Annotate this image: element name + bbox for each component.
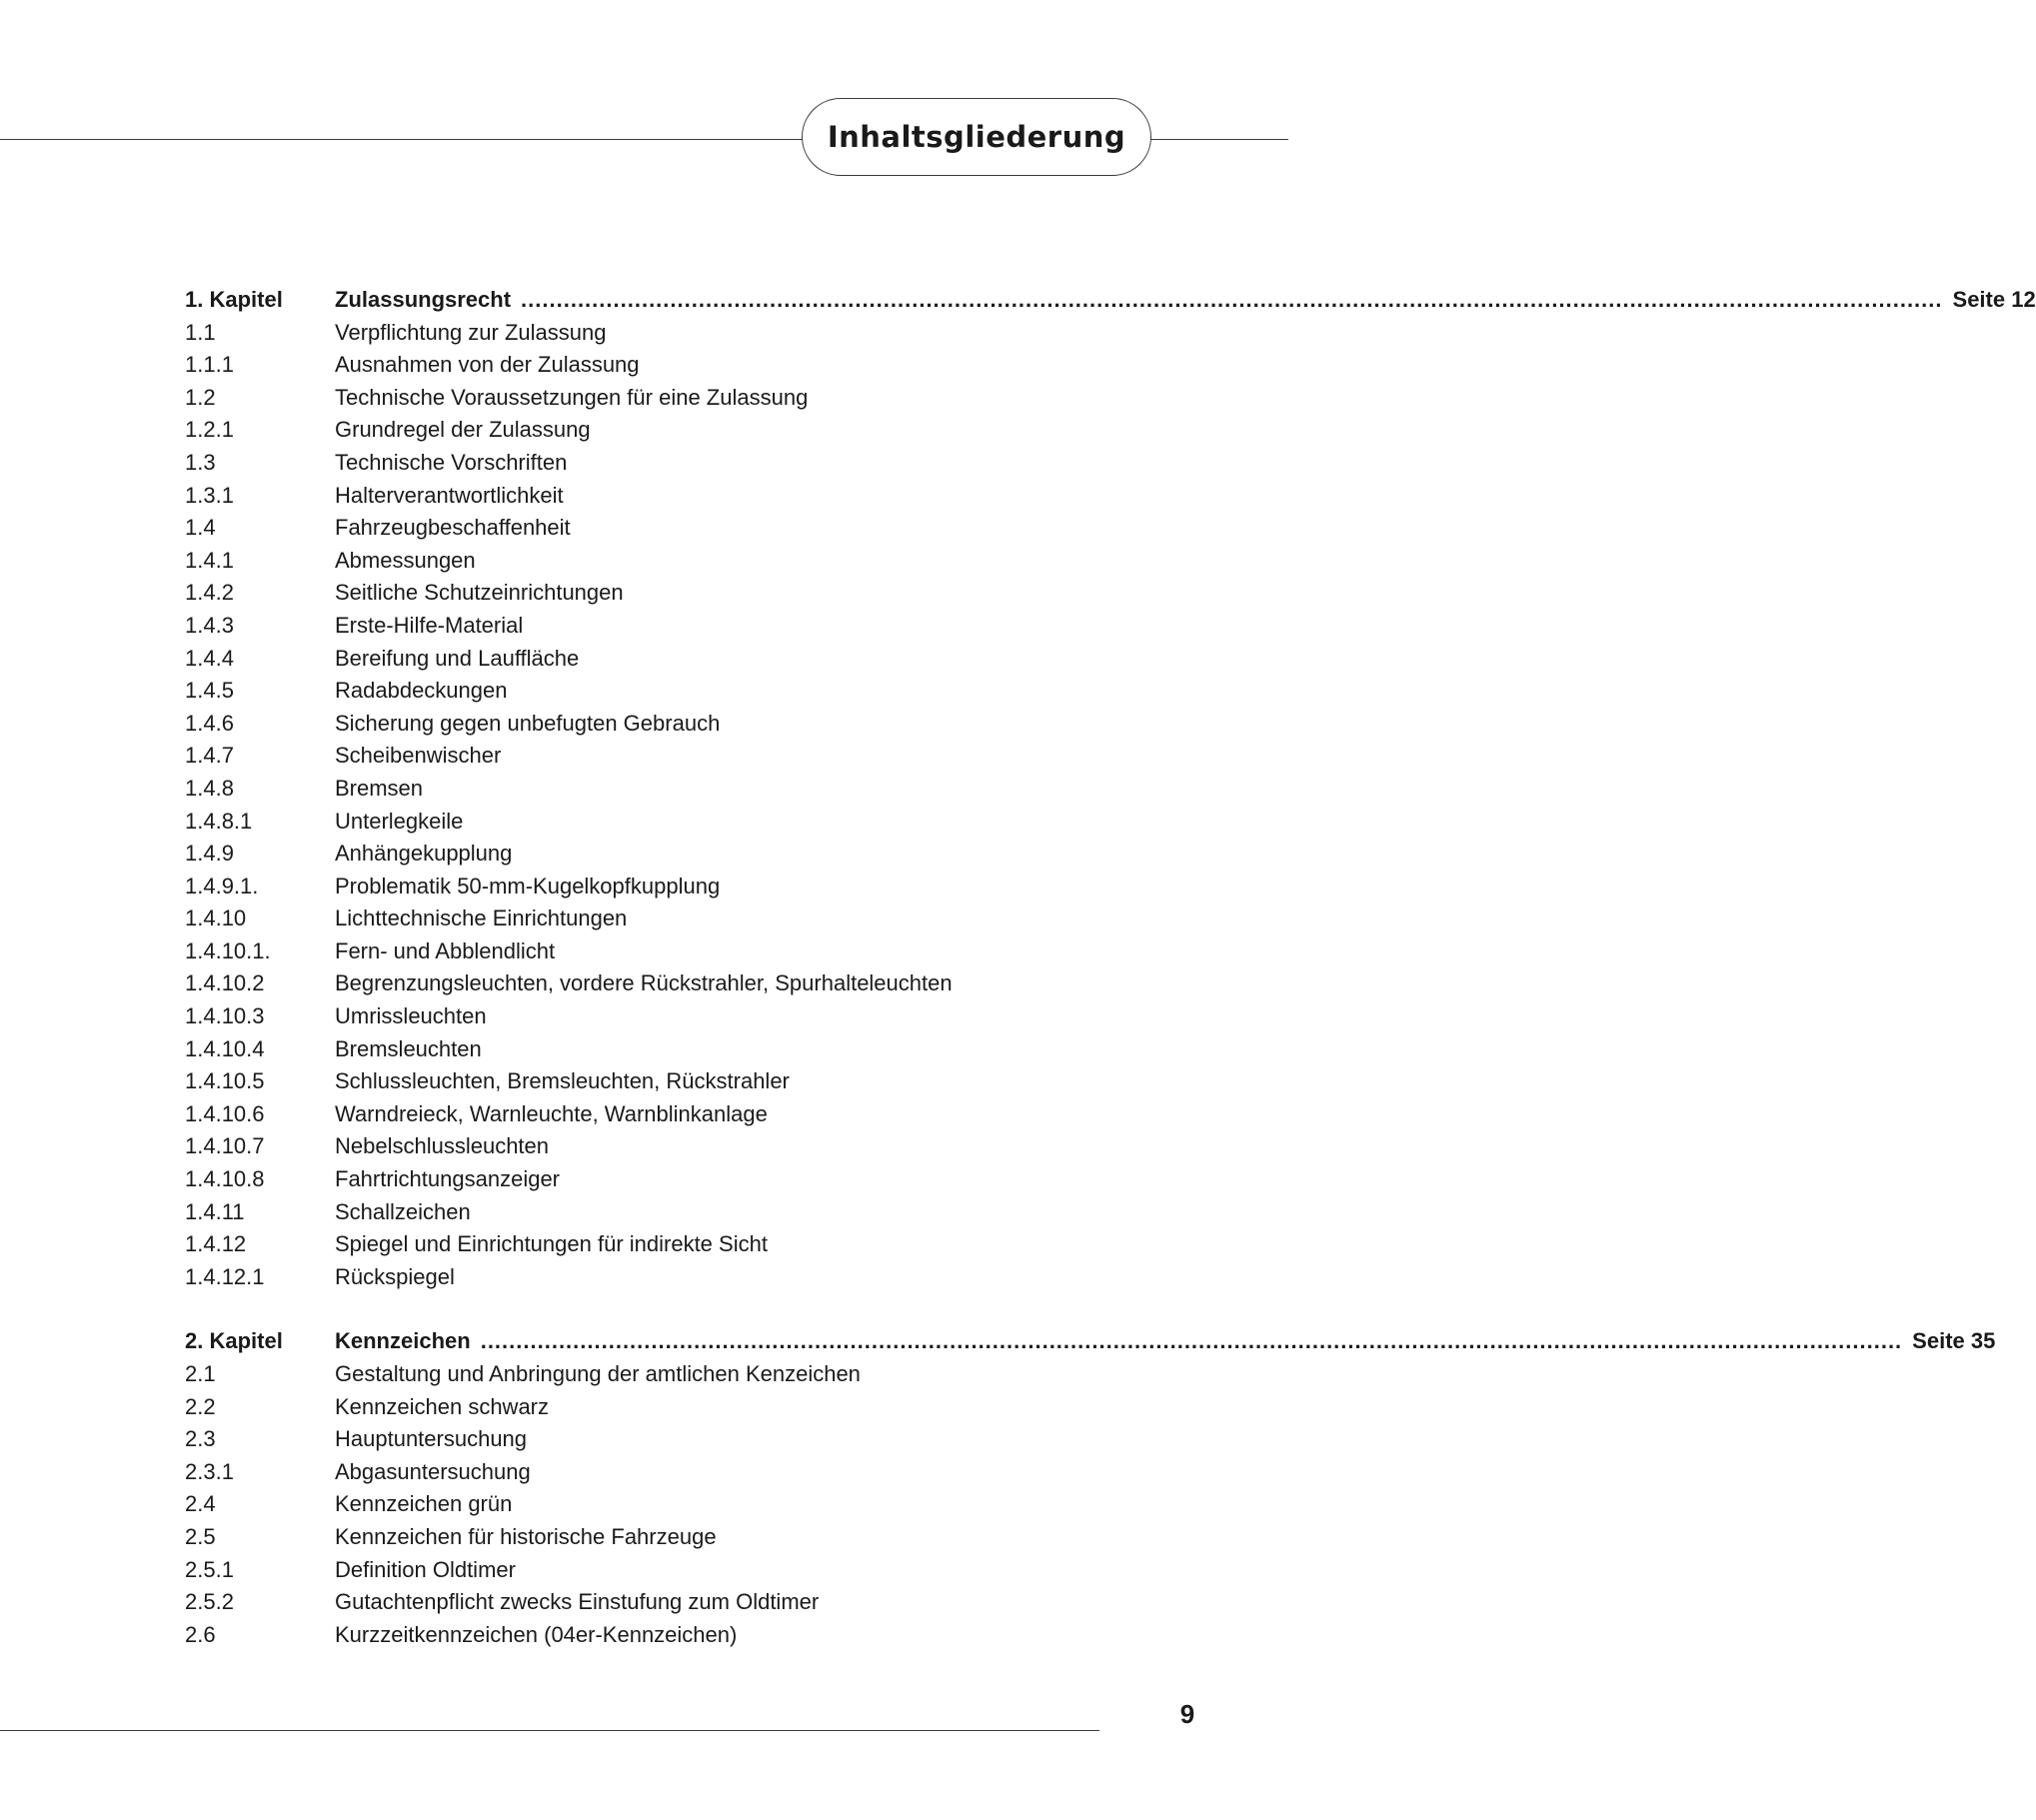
toc-entry[interactable]	[185, 1065, 1109, 1098]
toc-entry[interactable]	[185, 1130, 1109, 1163]
entry-number: 1.4.5	[185, 678, 234, 704]
toc-entry[interactable]	[185, 1098, 1109, 1131]
entry-title: Abgasuntersuchung	[335, 1458, 531, 1484]
entry-title: Warndreieck, Warnleuchte, Warnblinkanlage	[335, 1100, 768, 1126]
entry-number: 1.4.11	[185, 1198, 245, 1224]
entry-number: 1.4.10.3	[185, 1003, 265, 1029]
toc-chapter	[185, 284, 2036, 1293]
toc-entry[interactable]	[185, 1521, 1109, 1554]
entry-title: Hauptuntersuchung	[335, 1426, 528, 1452]
toc-entry[interactable]	[185, 1358, 1109, 1391]
toc-entry[interactable]	[185, 1619, 1109, 1652]
toc-entry[interactable]	[185, 1586, 1109, 1619]
entry-number: 1.2	[185, 384, 216, 410]
entry-number: 1.4.12.1	[185, 1263, 265, 1289]
entry-number: 1.4.1	[185, 547, 234, 573]
entry-title: Abmessungen	[335, 547, 476, 573]
entry-number: 1.4.10.2	[185, 970, 265, 996]
entry-title: Technische Voraussetzungen für eine Zulassung	[335, 384, 809, 410]
entry-title: Bereifung und Lauffläche	[335, 645, 580, 671]
entry-title: Gutachtenpflicht zwecks Einstufung zum Oldtimer	[335, 1589, 820, 1615]
entry-number: 1.4.4	[185, 645, 234, 671]
chapter-heading[interactable]	[185, 1325, 1996, 1358]
entry-title: Ausnahmen von der Zulassung	[335, 352, 640, 378]
toc-entry[interactable]	[185, 773, 1109, 806]
chapter-title: Zulassungsrecht	[335, 287, 512, 312]
toc-entry[interactable]	[185, 512, 1109, 545]
toc-entry[interactable]	[185, 1196, 1109, 1229]
toc-entry[interactable]	[185, 1456, 1109, 1489]
entry-number: 2.4	[185, 1491, 216, 1517]
toc-entry[interactable]	[185, 1261, 1109, 1294]
entry-number: 1.4.10	[185, 906, 247, 931]
chapter-page: Seite 35	[1912, 1328, 1996, 1354]
entry-title: Kurzzeitkennzeichen (04er-Kennzeichen)	[335, 1621, 738, 1647]
entry-number: 1.4.10.1.	[185, 937, 271, 963]
toc-entry[interactable]	[185, 806, 1109, 839]
toc-entry[interactable]	[185, 349, 1109, 382]
entry-title: Radabdeckungen	[335, 678, 508, 704]
dot-leader: ........................................................................................................................................................................................................	[521, 287, 1943, 312]
entry-title: Halterverantwortlichkeit	[335, 482, 564, 508]
entry-title: Begrenzungsleuchten, vordere Rückstrahler, Spurhalteleuchten	[335, 970, 953, 996]
entry-title: Spiegel und Einrichtungen für indirekte Sicht	[335, 1231, 768, 1257]
entry-title: Sicherung gegen unbefugten Gebrauch	[335, 710, 721, 736]
entry-number: 1.4.7	[185, 743, 234, 769]
entry-number: 2.2	[185, 1393, 216, 1419]
toc-entry[interactable]	[185, 708, 1109, 741]
entry-number: 2.6	[185, 1621, 216, 1647]
entry-title: Fahrtrichtungsanzeiger	[335, 1166, 561, 1192]
entry-number: 1.4	[185, 515, 216, 541]
chapter-label: 2. Kapitel	[185, 1328, 283, 1354]
entry-title: Lichttechnische Einrichtungen	[335, 906, 628, 931]
entry-number: 1.4.10.6	[185, 1100, 265, 1126]
toc-entry[interactable]	[185, 871, 1109, 904]
entry-number: 2.5.2	[185, 1589, 234, 1615]
entry-number: 1.4.10.7	[185, 1133, 265, 1159]
toc-entry[interactable]	[185, 480, 1109, 513]
toc-entry[interactable]	[185, 447, 1109, 480]
toc-entry[interactable]	[185, 317, 1109, 350]
toc-entry[interactable]	[185, 1488, 1109, 1521]
entry-number: 2.1	[185, 1361, 216, 1386]
toc-entry[interactable]	[185, 577, 1109, 610]
chapter-page: Seite 12	[1952, 287, 2036, 312]
toc-entry[interactable]	[185, 1391, 1109, 1424]
toc-entry[interactable]	[185, 382, 1109, 415]
entry-title: Rückspiegel	[335, 1263, 455, 1289]
entry-number: 1.3	[185, 449, 216, 475]
page-title: Inhaltsgliederung	[802, 98, 1151, 176]
footer-rule	[0, 1730, 1099, 1731]
toc-entry[interactable]	[185, 1033, 1109, 1066]
entry-title: Unterlegkeile	[335, 808, 464, 834]
entry-title: Fahrzeugbeschaffenheit	[335, 515, 571, 541]
entry-title: Seitliche Schutzeinrichtungen	[335, 580, 624, 606]
entry-title: Definition Oldtimer	[335, 1556, 516, 1582]
entry-number: 1.1.1	[185, 352, 234, 378]
entry-number: 2.3	[185, 1426, 216, 1452]
chapter-label: 1. Kapitel	[185, 287, 283, 312]
entry-title: Verpflichtung zur Zulassung	[335, 319, 607, 345]
toc-entry[interactable]	[185, 740, 1109, 773]
toc-entry[interactable]	[185, 1228, 1109, 1261]
entry-title: Umrissleuchten	[335, 1003, 487, 1029]
entry-title: Fern- und Abblendlicht	[335, 937, 556, 963]
toc-entry[interactable]	[185, 643, 1109, 676]
toc-entry[interactable]	[185, 838, 1109, 871]
toc-entry[interactable]	[185, 903, 1109, 935]
entry-title: Nebelschlussleuchten	[335, 1133, 550, 1159]
entry-title: Anhängekupplung	[335, 841, 513, 867]
entry-title: Problematik 50-mm-Kugelkopfkupplung	[335, 873, 721, 899]
entry-number: 1.4.2	[185, 580, 234, 606]
entry-title: Gestaltung und Anbringung der amtlichen Kenzeichen	[335, 1361, 861, 1386]
entry-number: 1.4.10.8	[185, 1166, 265, 1192]
entry-title: Scheibenwischer	[335, 743, 502, 769]
entry-title: Kennzeichen grün	[335, 1491, 513, 1517]
entry-number: 1.2.1	[185, 417, 234, 443]
entry-number: 1.1	[185, 319, 216, 345]
entry-number: 2.5.1	[185, 1556, 234, 1582]
toc-entry[interactable]	[185, 1554, 1109, 1587]
entry-number: 1.4.10.4	[185, 1035, 265, 1061]
entry-number: 1.4.9.1.	[185, 873, 259, 899]
entry-title: Grundregel der Zulassung	[335, 417, 591, 443]
entry-number: 1.4.3	[185, 612, 234, 638]
entry-title: Bremsleuchten	[335, 1035, 482, 1061]
entry-number: 1.4.9	[185, 841, 234, 867]
entry-title: Kennzeichen für historische Fahrzeuge	[335, 1523, 717, 1549]
toc-entry[interactable]	[185, 1000, 1109, 1033]
toc-entry[interactable]	[185, 1163, 1109, 1196]
dot-leader: ........................................................................................................................................................................................................	[480, 1328, 1903, 1354]
toc-entry[interactable]	[185, 967, 1109, 1000]
entry-title: Bremsen	[335, 775, 424, 801]
chapter-heading[interactable]	[185, 284, 2036, 317]
table-of-contents	[185, 284, 2036, 1651]
toc-entry[interactable]	[185, 675, 1109, 708]
page-number: 9	[1179, 1699, 1195, 1729]
toc-chapter	[185, 1325, 1996, 1651]
toc-entry[interactable]	[185, 1423, 1109, 1456]
entry-number: 2.5	[185, 1523, 216, 1549]
entry-title: Kennzeichen schwarz	[335, 1393, 550, 1419]
entry-title: Schlussleuchten, Bremsleuchten, Rückstrahler	[335, 1068, 790, 1094]
toc-entry[interactable]	[185, 935, 1109, 968]
chapter-title: Kennzeichen	[335, 1328, 471, 1354]
entry-number: 1.4.8	[185, 775, 234, 801]
entry-title: Erste-Hilfe-Material	[335, 612, 524, 638]
toc-entry[interactable]	[185, 414, 1109, 447]
entry-title: Technische Vorschriften	[335, 449, 568, 475]
entry-number: 1.4.10.5	[185, 1068, 265, 1094]
toc-entry[interactable]	[185, 545, 1109, 578]
entry-number: 1.4.6	[185, 710, 234, 736]
entry-title: Schallzeichen	[335, 1198, 471, 1224]
entry-number: 2.3.1	[185, 1458, 234, 1484]
entry-number: 1.4.12	[185, 1231, 247, 1257]
entry-number: 1.3.1	[185, 482, 234, 508]
toc-entry[interactable]	[185, 610, 1109, 643]
entry-number: 1.4.8.1	[185, 808, 253, 834]
